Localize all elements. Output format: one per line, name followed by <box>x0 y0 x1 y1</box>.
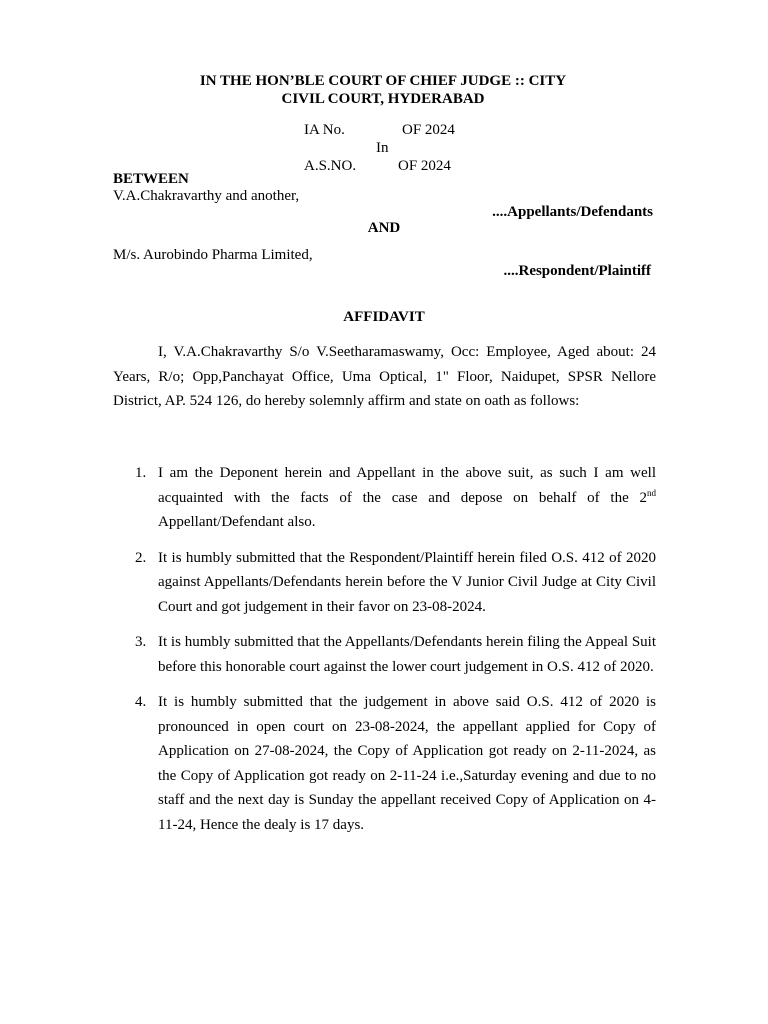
in-label: In <box>376 140 389 156</box>
appellant-name: V.A.Chakravarthy and another, <box>113 188 300 204</box>
document-title: AFFIDAVIT <box>343 309 425 325</box>
as-number-label: A.S.NO. <box>304 158 357 174</box>
between-label: BETWEEN <box>113 171 189 187</box>
ia-year: OF 2024 <box>402 122 455 138</box>
and-label: AND <box>367 220 401 236</box>
item-text: It is humbly submitted that the judgement in above said O.S. 412 of 2020 is pronounced in open court on 23-08-2024, the appellant applied for Copy of Application on 27-08-2024, the Copy of Application got ready on 2-11-2024, as the Copy of Application got ready on 2-11-24 i.e.,Saturday evening and due to no staff and the next day is Sunday the appellant received Copy of Application on 4-11-24, Hence the dealy is 17 days. <box>158 694 656 833</box>
affidavit-statements <box>113 461 656 848</box>
item-number: 1. <box>135 465 147 481</box>
intro-paragraph: I, V.A.Chakravarthy S/o V.Seetharamaswamy, Occ: Employee, Aged about: 24 Years, R/o; Opp,Panchayat Office, Uma Optical, 1" Floor, Naidupet, SPSR Nellore District, AP. 524 126, do hereby solemnly affirm and state on oath as follows: <box>113 344 656 409</box>
list-item <box>113 630 656 679</box>
ordinal-suffix: nd <box>647 487 656 498</box>
list-item <box>113 690 656 837</box>
court-title <box>113 72 653 108</box>
court-title-line-1: IN THE HON’BLE COURT OF CHIEF JUDGE :: CITY <box>199 73 567 89</box>
court-title-line-2: CIVIL COURT, HYDERABAD <box>281 91 485 107</box>
item-number: 4. <box>135 694 147 710</box>
item-number: 3. <box>135 634 147 650</box>
item-text-part: Appellant/Defendant also. <box>158 514 316 530</box>
item-text-part: I am the Deponent herein and Appellant in the above suit, as such I am well acquainted with the facts of the case and depose on behalf of the 2 <box>158 465 656 506</box>
respondent-role: ....Respondent/Plaintiff <box>503 263 651 279</box>
item-text <box>158 465 656 530</box>
item-number: 2. <box>135 549 147 566</box>
appellant-role: ....Appellants/Defendants <box>492 204 653 220</box>
item-text: It is humbly submitted that the Respondent/Plaintiff herein filed O.S. 412 of 2020 against Appellants/Defendants herein before the V Junior Civil Judge at City Civil Court and got judgement in their favor on 23-08-2024. <box>158 549 656 615</box>
list-item <box>113 461 656 535</box>
respondent-name: M/s. Aurobindo Pharma Limited, <box>113 247 313 263</box>
item-text: It is humbly submitted that the Appellants/Defendants herein filing the Appeal Suit before this honorable court against the lower court judgement in O.S. 412 of 2020. <box>158 634 656 675</box>
ia-number-label: IA No. <box>304 122 345 138</box>
list-item <box>113 546 656 620</box>
as-year: OF 2024 <box>398 158 451 174</box>
case-number-block <box>0 121 768 175</box>
